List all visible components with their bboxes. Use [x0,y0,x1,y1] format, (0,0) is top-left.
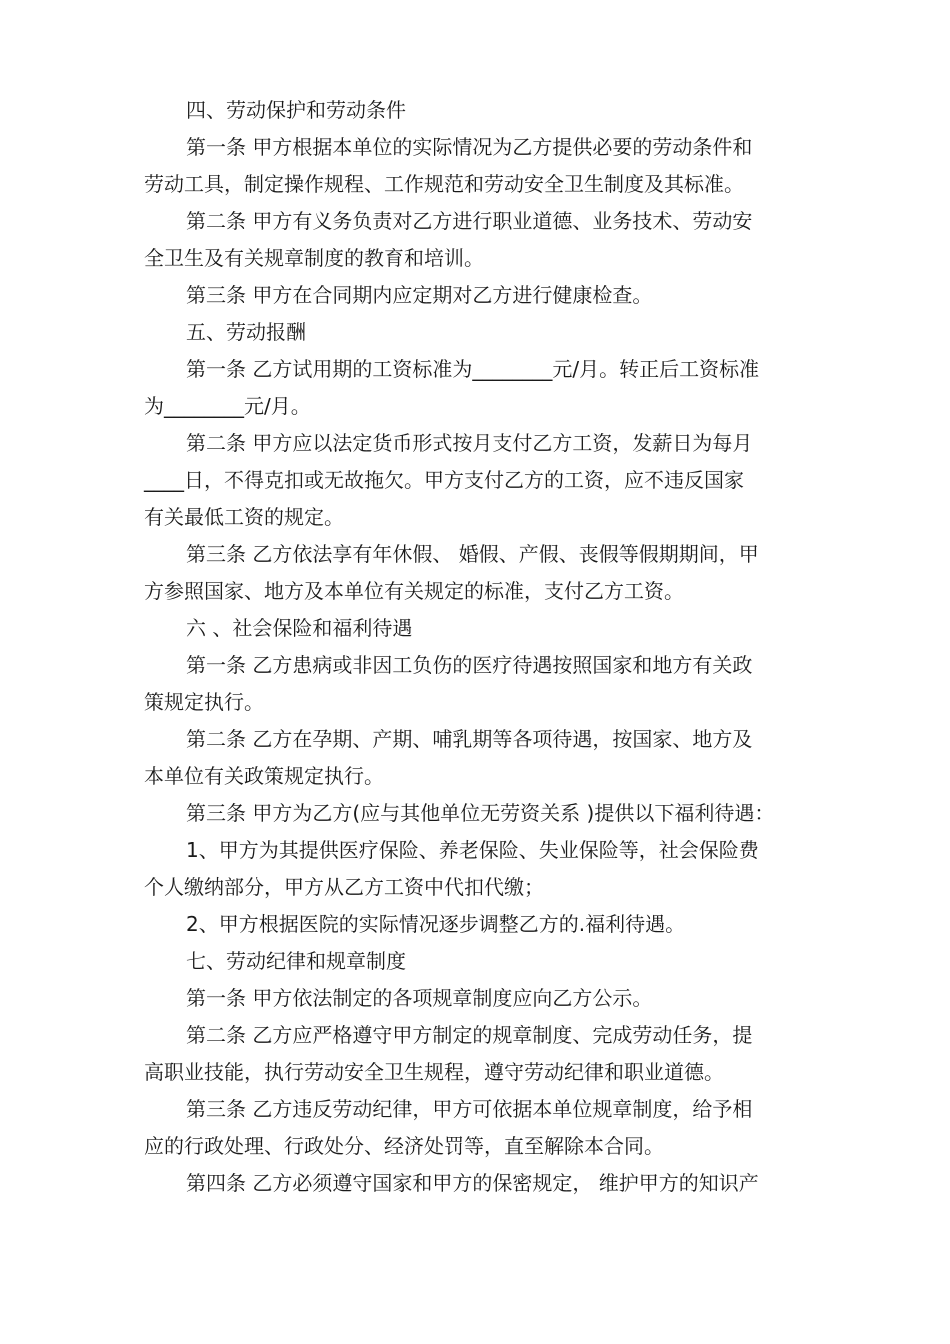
section-heading: 六 、社会保险和福利待遇 [186,616,413,640]
paragraph-line: 第三条 乙方违反劳动纪律，甲方可依据本单位规章制度，给予相 [186,1097,753,1121]
paragraph-line: 第二条 乙方在孕期、产期、哺乳期等各项待遇，按国家、地方及 [186,727,753,751]
paragraph-line: 第一条 甲方依法制定的各项规章制度应向乙方公示。 [186,986,653,1010]
paragraph-line: 本单位有关政策规定执行。 [144,764,384,788]
paragraph-line: 2、甲方根据医院的实际情况逐步调整乙方的.福利待遇。 [186,912,686,936]
paragraph-line: 高职业技能，执行劳动安全卫生规程，遵守劳动纪律和职业道德。 [144,1060,724,1084]
paragraph-line: 1、甲方为其提供医疗保险、养老保险、失业保险等，社会保险费 [186,838,759,862]
paragraph-line: 为________元/月。 [144,394,311,418]
section-heading: 七、劳动纪律和规章制度 [186,949,406,973]
paragraph-line: 有关最低工资的规定。 [144,505,344,529]
paragraph-line: 方参照国家、地方及本单位有关规定的标准，支付乙方工资。 [144,579,684,603]
paragraph-line: 策规定执行。 [144,690,264,714]
paragraph-line: 第三条 甲方在合同期内应定期对乙方进行健康检查。 [186,283,653,307]
paragraph-line: 应的行政处理、行政处分、经济处罚等，直至解除本合同。 [144,1134,664,1158]
paragraph-line: 第一条 乙方患病或非因工负伤的医疗待遇按照国家和地方有关政 [186,653,753,677]
paragraph-line: 第二条 甲方应以法定货币形式按月支付乙方工资，发薪日为每月 [186,431,753,455]
paragraph-line: 个人缴纳部分，甲方从乙方工资中代扣代缴； [144,875,544,899]
paragraph-line: ____日，不得克扣或无故拖欠。甲方支付乙方的工资，应不违反国家 [144,468,744,492]
paragraph-line: 第三条 乙方依法享有年休假、 婚假、产假、丧假等假期期间，甲 [186,542,759,566]
paragraph-line: 劳动工具，制定操作规程、工作规范和劳动安全卫生制度及其标准。 [144,172,744,196]
document-body [144,92,814,1202]
paragraph-line: 第三条 甲方为乙方(应与其他单位无劳资关系 )提供以下福利待遇： [186,801,775,825]
paragraph-line: 全卫生及有关规章制度的教育和培训。 [144,246,484,270]
paragraph-line: 第二条 甲方有义务负责对乙方进行职业道德、业务技术、劳动安 [186,209,753,233]
section-heading: 五、劳动报酬 [186,320,306,344]
paragraph-line: 第二条 乙方应严格遵守甲方制定的规章制度、完成劳动任务，提 [186,1023,753,1047]
paragraph-line: 第一条 乙方试用期的工资标准为________元/月。转正后工资标准 [186,357,760,381]
paragraph-line: 第一条 甲方根据本单位的实际情况为乙方提供必要的劳动条件和 [186,135,753,159]
section-heading: 四、劳动保护和劳动条件 [186,98,406,122]
paragraph-line: 第四条 乙方必须遵守国家和甲方的保密规定， 维护甲方的知识产 [186,1171,759,1195]
